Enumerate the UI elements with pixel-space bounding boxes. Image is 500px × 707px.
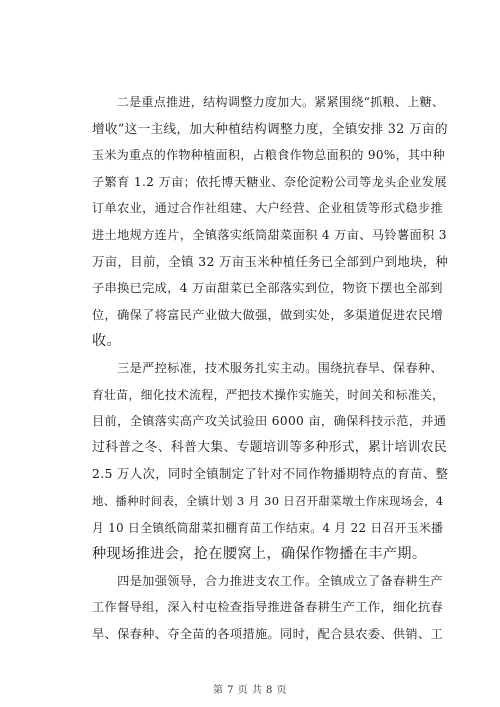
text-line: 子串换已完成，4 万亩甜菜已全部落实到位，物资下摆也全部到 xyxy=(92,281,443,296)
text-line: 万亩，目前，全镇 32 万亩玉米种植任务已全部到户到地块，种 xyxy=(92,253,449,269)
text-line: 育壮苗，细化技术流程，严把技术操作实施关，时间关和标准关， xyxy=(92,387,445,402)
text-line: 进土地规方连片，全镇落实纸筒甜菜面积 4 万亩、马铃薯面积 3 xyxy=(92,227,447,242)
page-footer: 第 7 页 共 8 页 xyxy=(212,685,288,696)
text-line: 位，确保了将富民产业做大做强，做到实处，多渠道促进农民增 xyxy=(92,307,444,322)
text-line: 三是严控标准，技术服务扎实主动。围绕抗春旱、保春种、 xyxy=(117,360,444,375)
text-line: 2.5 万人次，同时全镇制定了针对不同作物播期特点的育苗、整 xyxy=(92,466,449,482)
text-line: 旱、保春种、夺全苗的各项措施。同时，配合县农委、供销、工 xyxy=(92,626,444,641)
body-text xyxy=(92,89,449,647)
paragraph-4 xyxy=(92,568,446,648)
text-line: 子繁育 1.2 万亩；依托博天糖业、奈伦淀粉公司等龙头企业发展 xyxy=(92,174,447,189)
text-line: 工作督导组，深入村屯检查指导推进备春耕生产工作，细化抗春 xyxy=(92,600,444,615)
text-line: 目前，全镇落实高产攻关试验田 6000 亩，确保科技示范，并通 xyxy=(92,414,447,429)
paragraph-3 xyxy=(92,355,449,568)
text-line: 地、播种时间表，全镇计划 3 月 30 日召开甜菜墩土作床现场会，4 xyxy=(92,493,444,508)
text-line: 增收”这一主线，加大种植结构调整力度，全镇安排 32 万亩的 xyxy=(92,120,448,136)
text-line: 收。 xyxy=(92,333,122,350)
text-line: 过科普之冬、科普大集、专题培训等多种形式，累计培训农民 xyxy=(92,439,447,455)
text-line: 玉米为重点的作物种植面积，占粮食作物总面积的 90%，其中种 xyxy=(92,148,445,163)
paragraph-2 xyxy=(92,89,449,355)
text-line: 种现场推进会，抢在腰窝上，确保作物播在丰产期。 xyxy=(92,546,427,563)
text-line: 月 10 日全镇纸筒甜菜扣棚育苗工作结束。4 月 22 日召开玉米播 xyxy=(92,520,444,535)
text-line: 四是加强领导，合力推进支农工作。全镇成立了备春耕生产 xyxy=(117,573,444,588)
text-line: 订单农业，通过合作社组建、大户经营、企业租赁等形式稳步推 xyxy=(92,201,444,216)
text-line: 二是重点推进，结构调整力度加大。紧紧围绕“抓粮、上糖、 xyxy=(116,95,445,109)
